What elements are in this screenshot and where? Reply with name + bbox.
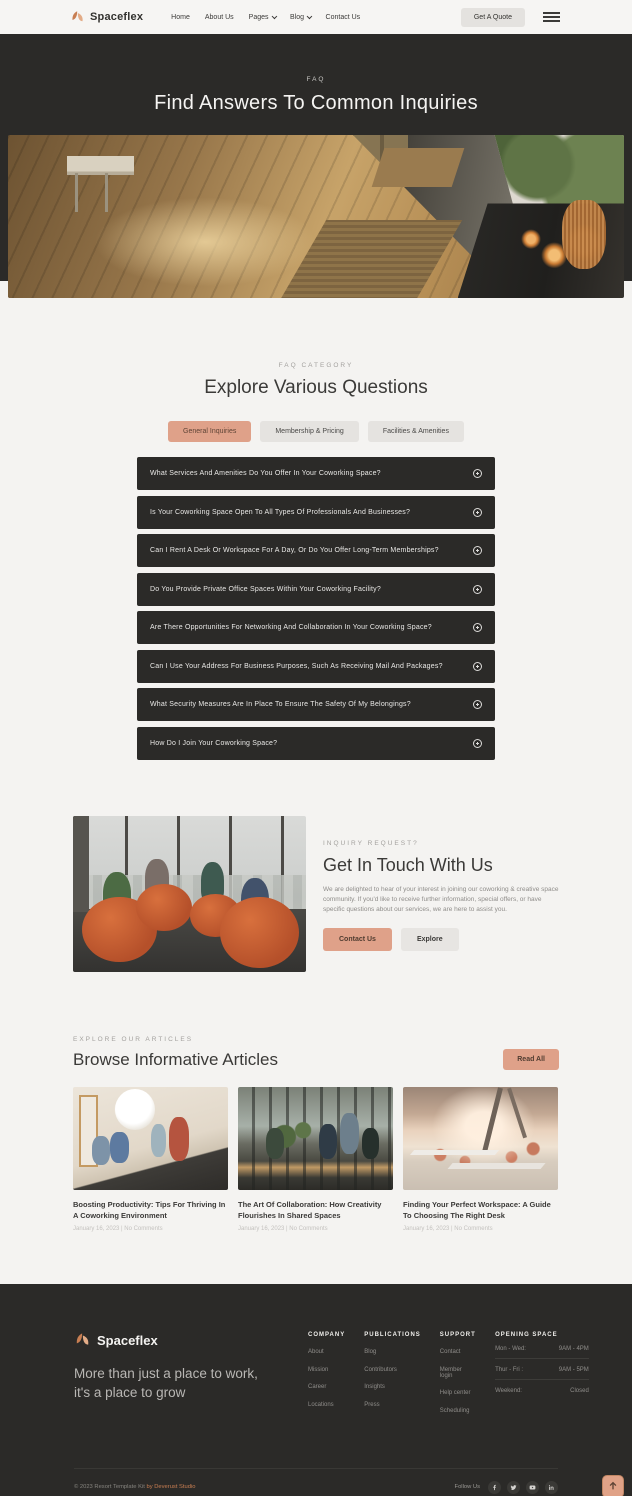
faq-accordion-item[interactable]: Can I Use Your Address For Business Purposes, Such As Receiving Mail And Packages? xyxy=(137,650,495,683)
youtube-icon[interactable] xyxy=(526,1481,539,1494)
faq-accordion-item[interactable]: What Services And Amenities Do You Offer In Your Coworking Space? xyxy=(137,457,495,490)
articles-head xyxy=(73,1036,559,1070)
site-footer xyxy=(0,1284,632,1496)
article-card[interactable] xyxy=(73,1087,228,1232)
faq-section xyxy=(0,281,632,760)
footer-link-scheduling[interactable]: Scheduling xyxy=(439,1407,470,1414)
article-image-shape xyxy=(266,1128,285,1159)
facebook-icon[interactable] xyxy=(488,1481,501,1494)
social-links xyxy=(455,1481,558,1494)
footer-top xyxy=(74,1331,589,1414)
article-card[interactable] xyxy=(238,1087,393,1232)
plus-circle-icon[interactable] xyxy=(473,662,482,671)
footer-link-press[interactable]: Press xyxy=(364,1401,380,1408)
footer-link-about[interactable]: About xyxy=(308,1349,324,1355)
get-a-quote-button[interactable]: Get A Quote xyxy=(461,8,525,27)
article-image-shape xyxy=(115,1089,155,1130)
article-image xyxy=(238,1087,393,1190)
article-image xyxy=(403,1087,558,1190)
footer-link-blog[interactable]: Blog xyxy=(364,1349,377,1355)
nav-item-about[interactable]: About Us xyxy=(204,13,234,21)
plus-circle-icon[interactable] xyxy=(473,700,482,709)
inquiry-image xyxy=(73,816,306,972)
hours-row: Mon - Wed: 9AM - 4PM xyxy=(495,1338,589,1359)
article-image-shape xyxy=(340,1113,359,1154)
article-image-shape xyxy=(410,1150,500,1155)
inquiry-image-wall xyxy=(73,816,89,913)
footer-link-contributors[interactable]: Contributors xyxy=(364,1366,397,1373)
hero-image-copper-vase xyxy=(562,200,605,268)
article-meta: January 16, 2023 | No Comments xyxy=(403,1225,493,1232)
hours-row: Thur - Fri : 9AM - 5PM xyxy=(495,1359,589,1380)
footer-column-support: SUPPORT Contact Member login Help center Scheduling xyxy=(439,1331,476,1414)
faq-title: Explore Various Questions xyxy=(204,377,428,398)
faq-tabs xyxy=(0,421,632,442)
faq-list xyxy=(137,457,495,760)
footer-link-career[interactable]: Career xyxy=(308,1384,327,1390)
hours-row: Weekend: Closed xyxy=(495,1387,589,1394)
footer-logo-text: Spaceflex xyxy=(97,1332,158,1348)
linkedin-icon[interactable] xyxy=(545,1481,558,1494)
contact-us-button[interactable]: Contact Us xyxy=(323,928,392,951)
footer-tagline: More than just a place to work, it's a place to grow xyxy=(74,1365,258,1400)
nav-item-pages[interactable]: Pages xyxy=(249,14,275,21)
article-image-shape xyxy=(151,1124,167,1157)
hamburger-menu-icon[interactable] xyxy=(541,10,562,24)
credit-link[interactable]: by Deverust Studio xyxy=(146,1484,196,1490)
articles-eyebrow: EXPLORE OUR ARTICLES xyxy=(73,1035,194,1043)
nav-item-home[interactable]: Home xyxy=(171,13,190,21)
faq-accordion-item[interactable]: Can I Rent A Desk Or Workspace For A Day, Or Do You Offer Long-Term Memberships? xyxy=(137,534,495,567)
spaceflex-logo-icon xyxy=(74,1332,91,1349)
hero-image-coffee-table xyxy=(67,156,135,211)
plus-circle-icon[interactable] xyxy=(473,546,482,555)
page-title: Find Answers To Common Inquiries xyxy=(154,92,478,114)
inquiry-section xyxy=(73,816,559,972)
faq-accordion-item[interactable]: Are There Opportunities For Networking And Collaboration In Your Coworking Space? xyxy=(137,611,495,644)
site-header xyxy=(0,0,632,34)
article-image-shape xyxy=(92,1136,111,1165)
inquiry-description: We are delighted to hear of your interest in joining our coworking & creative space community. If you'd like to receive further information, special offers, or have specific questions about our services, we are here to assist you. xyxy=(323,885,559,913)
tab-membership-pricing[interactable]: Membership & Pricing xyxy=(260,421,358,442)
hero-image-rug xyxy=(371,148,464,187)
hero-section xyxy=(0,34,632,281)
footer-link-locations[interactable]: Locations xyxy=(308,1401,334,1408)
footer-column-publications: PUBLICATIONS Blog Contributors Insights Press xyxy=(364,1331,421,1408)
footer-link-member-login[interactable]: Member login xyxy=(439,1366,462,1379)
chevron-down-icon xyxy=(307,14,312,19)
twitter-icon[interactable] xyxy=(507,1481,520,1494)
logo[interactable] xyxy=(70,10,143,25)
footer-column-opening-space: OPENING SPACE Mon - Wed: 9AM - 4PM Thur - Fri : 9AM - 5PM Weekend: Closed xyxy=(495,1332,589,1414)
article-title[interactable]: Finding Your Perfect Workspace: A Guide To Choosing The Right Desk xyxy=(403,1199,551,1220)
plus-circle-icon[interactable] xyxy=(473,739,482,748)
article-image-shape xyxy=(507,1087,527,1137)
footer-bottom xyxy=(74,1468,558,1496)
article-cards xyxy=(73,1087,559,1232)
main-nav xyxy=(171,14,360,21)
articles-title: Browse Informative Articles xyxy=(73,1049,279,1069)
inquiry-image-beanbag xyxy=(136,884,192,931)
article-meta: January 16, 2023 | No Comments xyxy=(73,1225,163,1232)
inquiry-title: Get In Touch With Us xyxy=(323,854,493,875)
explore-button[interactable]: Explore xyxy=(401,928,459,951)
footer-logo[interactable] xyxy=(74,1332,274,1349)
faq-accordion-item[interactable]: Do You Provide Private Office Spaces Within Your Coworking Facility? xyxy=(137,573,495,606)
footer-brand xyxy=(74,1332,274,1414)
faq-accordion-item[interactable]: What Security Measures Are In Place To Ensure The Safety Of My Belongings? xyxy=(137,688,495,721)
footer-columns xyxy=(308,1332,589,1414)
copyright: © 2023 Resort Template Kit by Deverust Studio xyxy=(74,1484,196,1490)
hero-image xyxy=(8,135,624,298)
faq-accordion-item[interactable]: How Do I Join Your Coworking Space? xyxy=(137,727,495,760)
article-image-shape xyxy=(362,1128,379,1159)
inquiry-image-beanbag xyxy=(220,897,299,969)
tab-facilities-amenities[interactable]: Facilities & Amenities xyxy=(368,421,464,442)
read-all-button[interactable]: Read All xyxy=(503,1049,559,1070)
inquiry-actions xyxy=(323,928,559,951)
article-title[interactable]: The Art Of Collaboration: How Creativity Flourishes In Shared Spaces xyxy=(238,1199,382,1220)
article-image-shape xyxy=(447,1163,545,1169)
plus-circle-icon[interactable] xyxy=(473,469,482,478)
header-right xyxy=(461,8,562,27)
articles-section xyxy=(73,1036,559,1232)
footer-link-insights[interactable]: Insights xyxy=(364,1384,385,1390)
footer-column-company: COMPANY About Mission Career Locations xyxy=(308,1331,346,1408)
spaceflex-logo-icon xyxy=(70,10,85,25)
article-image xyxy=(73,1087,228,1190)
footer-link-help-center[interactable]: Help center xyxy=(439,1390,471,1396)
article-meta: January 16, 2023 | No Comments xyxy=(238,1225,328,1232)
plus-circle-icon[interactable] xyxy=(473,508,482,517)
footer-link-contact[interactable]: Contact xyxy=(439,1349,461,1355)
faq-accordion-item[interactable]: Is Your Coworking Space Open To All Types Of Professionals And Businesses? xyxy=(137,496,495,529)
article-image-shape xyxy=(482,1087,502,1152)
scroll-to-top-button[interactable] xyxy=(602,1475,624,1496)
plus-circle-icon[interactable] xyxy=(473,623,482,632)
article-image-shape xyxy=(169,1117,189,1160)
article-image-shape xyxy=(319,1124,338,1159)
article-title[interactable]: Boosting Productivity: Tips For Thriving In A Coworking Environment xyxy=(73,1199,226,1220)
chevron-down-icon xyxy=(271,14,276,19)
tab-general-inquiries[interactable]: General Inquiries xyxy=(168,421,251,442)
hero-eyebrow: FAQ xyxy=(306,76,326,83)
faq-eyebrow: FAQ CATEGORY xyxy=(278,362,354,369)
plus-circle-icon[interactable] xyxy=(473,585,482,594)
logo-text: Spaceflex xyxy=(90,11,144,23)
article-card[interactable] xyxy=(403,1087,558,1232)
nav-item-blog[interactable]: Blog xyxy=(290,14,311,21)
follow-us-label: Follow Us xyxy=(454,1484,480,1490)
arrow-up-icon xyxy=(608,1481,618,1491)
footer-link-mission[interactable]: Mission xyxy=(308,1366,329,1373)
inquiry-body xyxy=(323,816,559,972)
nav-item-contact[interactable]: Contact Us xyxy=(325,13,361,21)
article-image-shape xyxy=(110,1132,129,1163)
inquiry-eyebrow: INQUIRY REQUEST? xyxy=(323,839,419,847)
